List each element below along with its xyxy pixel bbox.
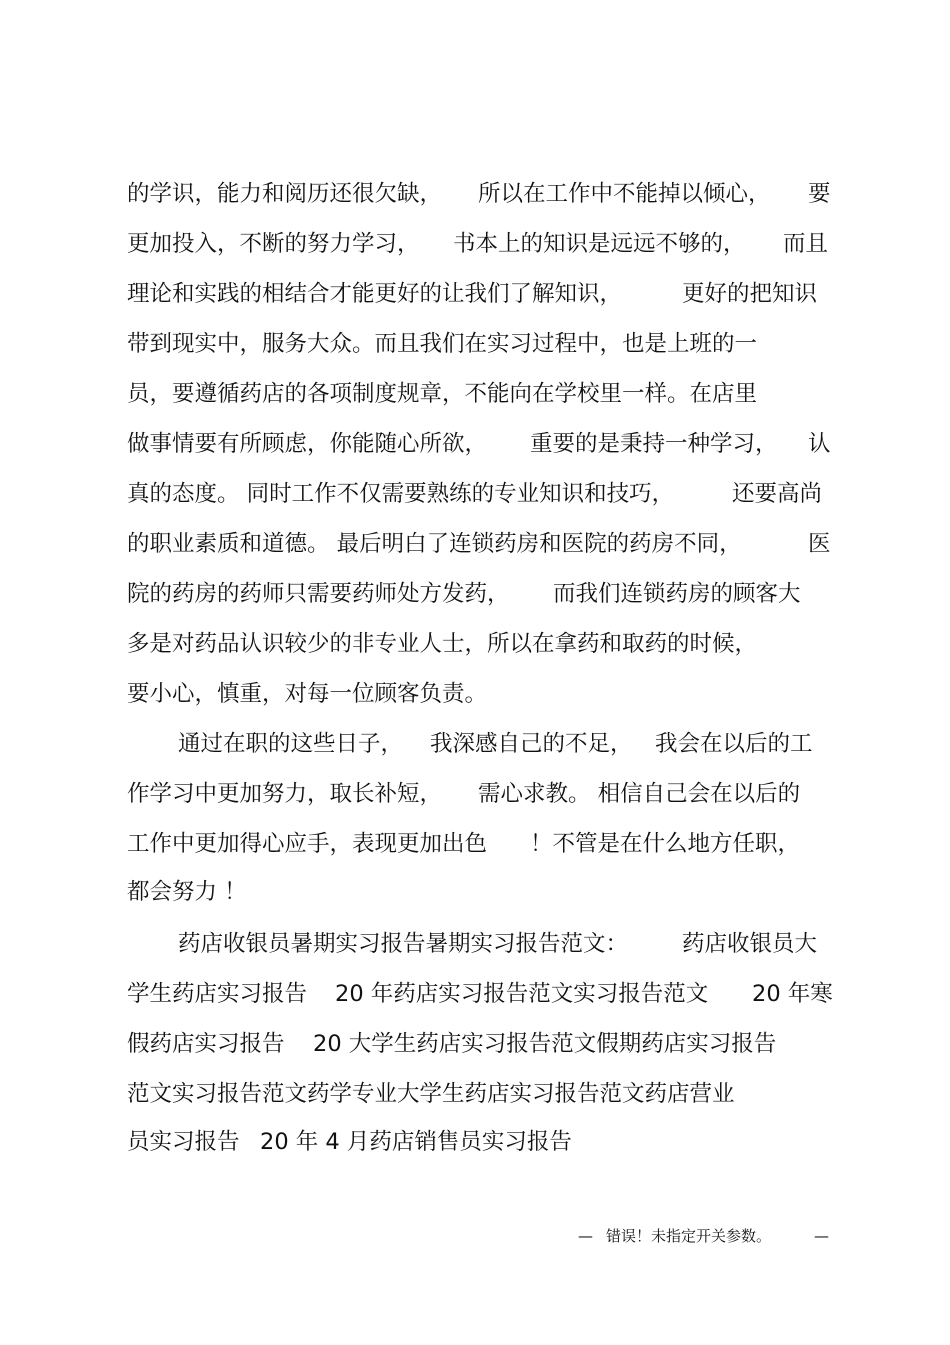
text-segment: 所以在工作中不能掉以倾心， — [478, 181, 771, 207]
text-segment: 工作中更加得心应手，表现更加出色 — [127, 831, 488, 857]
text-segment: 员实习报告 — [127, 1129, 240, 1155]
text-segment: 真的态度。 同时工作不仅需要熟练的专业知识和技巧， — [127, 481, 675, 507]
text-line — [0, 274, 950, 314]
text-line — [0, 824, 950, 864]
text-segment: 我深感自己的不足， — [430, 731, 633, 757]
text-segment: 而且 — [783, 231, 829, 257]
text-segment: 的学识，能力和阅历还很欠缺， — [127, 181, 443, 207]
text-segment: 要小心，慎重，对每一位顾客负责。 — [127, 681, 488, 707]
text-segment: 员，要遵循药店的各项制度规章，不能向在学校里一样。在店里 — [127, 381, 758, 407]
text-segment: 作学习中更加努力，取长补短， — [127, 781, 443, 807]
text-line — [0, 1024, 950, 1064]
text-segment: 院的药房的药师只需要药师处方发药， — [127, 581, 510, 607]
text-segment: 而我们连锁药房的顾客大 — [553, 581, 801, 607]
text-line — [0, 524, 950, 564]
text-line — [0, 174, 950, 214]
text-segment: 带到现实中，服务大众。而且我们在实习过程中，也是上班的一 — [127, 331, 758, 357]
text-line — [0, 1122, 950, 1162]
text-segment: 要 — [808, 181, 831, 207]
text-segment: 重要的是秉持一种学习， — [530, 431, 778, 457]
text-segment: 药店收银员暑期实习报告暑期实习报告范文： — [178, 931, 629, 957]
footer-text: 错误！未指定开关参数。 — [606, 1227, 772, 1245]
text-segment: 理论和实践的相结合才能更好的让我们了解知识， — [127, 281, 623, 307]
text-segment: 假药店实习报告 — [127, 1031, 285, 1057]
text-segment: 20 年药店实习报告范文实习报告范文 — [335, 981, 709, 1007]
text-line — [0, 974, 950, 1014]
text-segment: 的职业素质和道德。 最后明白了连锁药房和医院的药房不同， — [127, 531, 742, 557]
text-line — [0, 624, 950, 664]
text-line — [0, 324, 950, 364]
text-line — [0, 424, 950, 464]
text-segment: 我会在以后的工 — [655, 731, 813, 757]
text-segment: 多是对药品认识较少的非专业人士，所以在拿药和取药的时候， — [127, 631, 758, 657]
text-line — [0, 724, 950, 764]
text-segment: 需心求教。 相信自己会在以后的 — [478, 781, 801, 807]
footer-dash-right: — — [814, 1227, 829, 1245]
text-segment: 医 — [808, 531, 831, 557]
text-line — [0, 574, 950, 614]
text-line — [0, 674, 950, 714]
text-segment: 更好的把知识 — [682, 281, 818, 307]
text-segment: 范文实习报告范文药学专业大学生药店实习报告范文药店营业 — [127, 1081, 735, 1107]
footer-dash-left: — — [578, 1227, 593, 1245]
text-segment: 学生药店实习报告 — [127, 981, 308, 1007]
text-line — [0, 924, 950, 964]
text-line — [0, 374, 950, 414]
text-segment: 都会努力 ！ — [127, 879, 247, 905]
text-line — [0, 872, 950, 912]
text-segment: ！不管是在什么地方任职， — [530, 831, 801, 857]
text-line — [0, 774, 950, 814]
text-segment: 更加投入，不断的努力学习， — [127, 231, 420, 257]
text-line — [0, 1074, 950, 1114]
text-line — [0, 224, 950, 264]
text-segment: 做事情要有所顾虑，你能随心所欲， — [127, 431, 488, 457]
text-segment: 认 — [808, 431, 831, 457]
text-segment: 20 年寒 — [752, 981, 833, 1007]
text-segment: 还要高尚 — [732, 481, 823, 507]
text-segment: 通过在职的这些日子， — [178, 731, 404, 757]
text-line — [0, 474, 950, 514]
text-segment: 药店收银员大 — [682, 931, 818, 957]
text-segment: 20 大学生药店实习报告范文假期药店实习报告 — [313, 1031, 777, 1057]
text-segment: 20 年 4 月药店销售员实习报告 — [260, 1129, 572, 1155]
text-segment: 书本上的知识是远远不够的， — [453, 231, 746, 257]
